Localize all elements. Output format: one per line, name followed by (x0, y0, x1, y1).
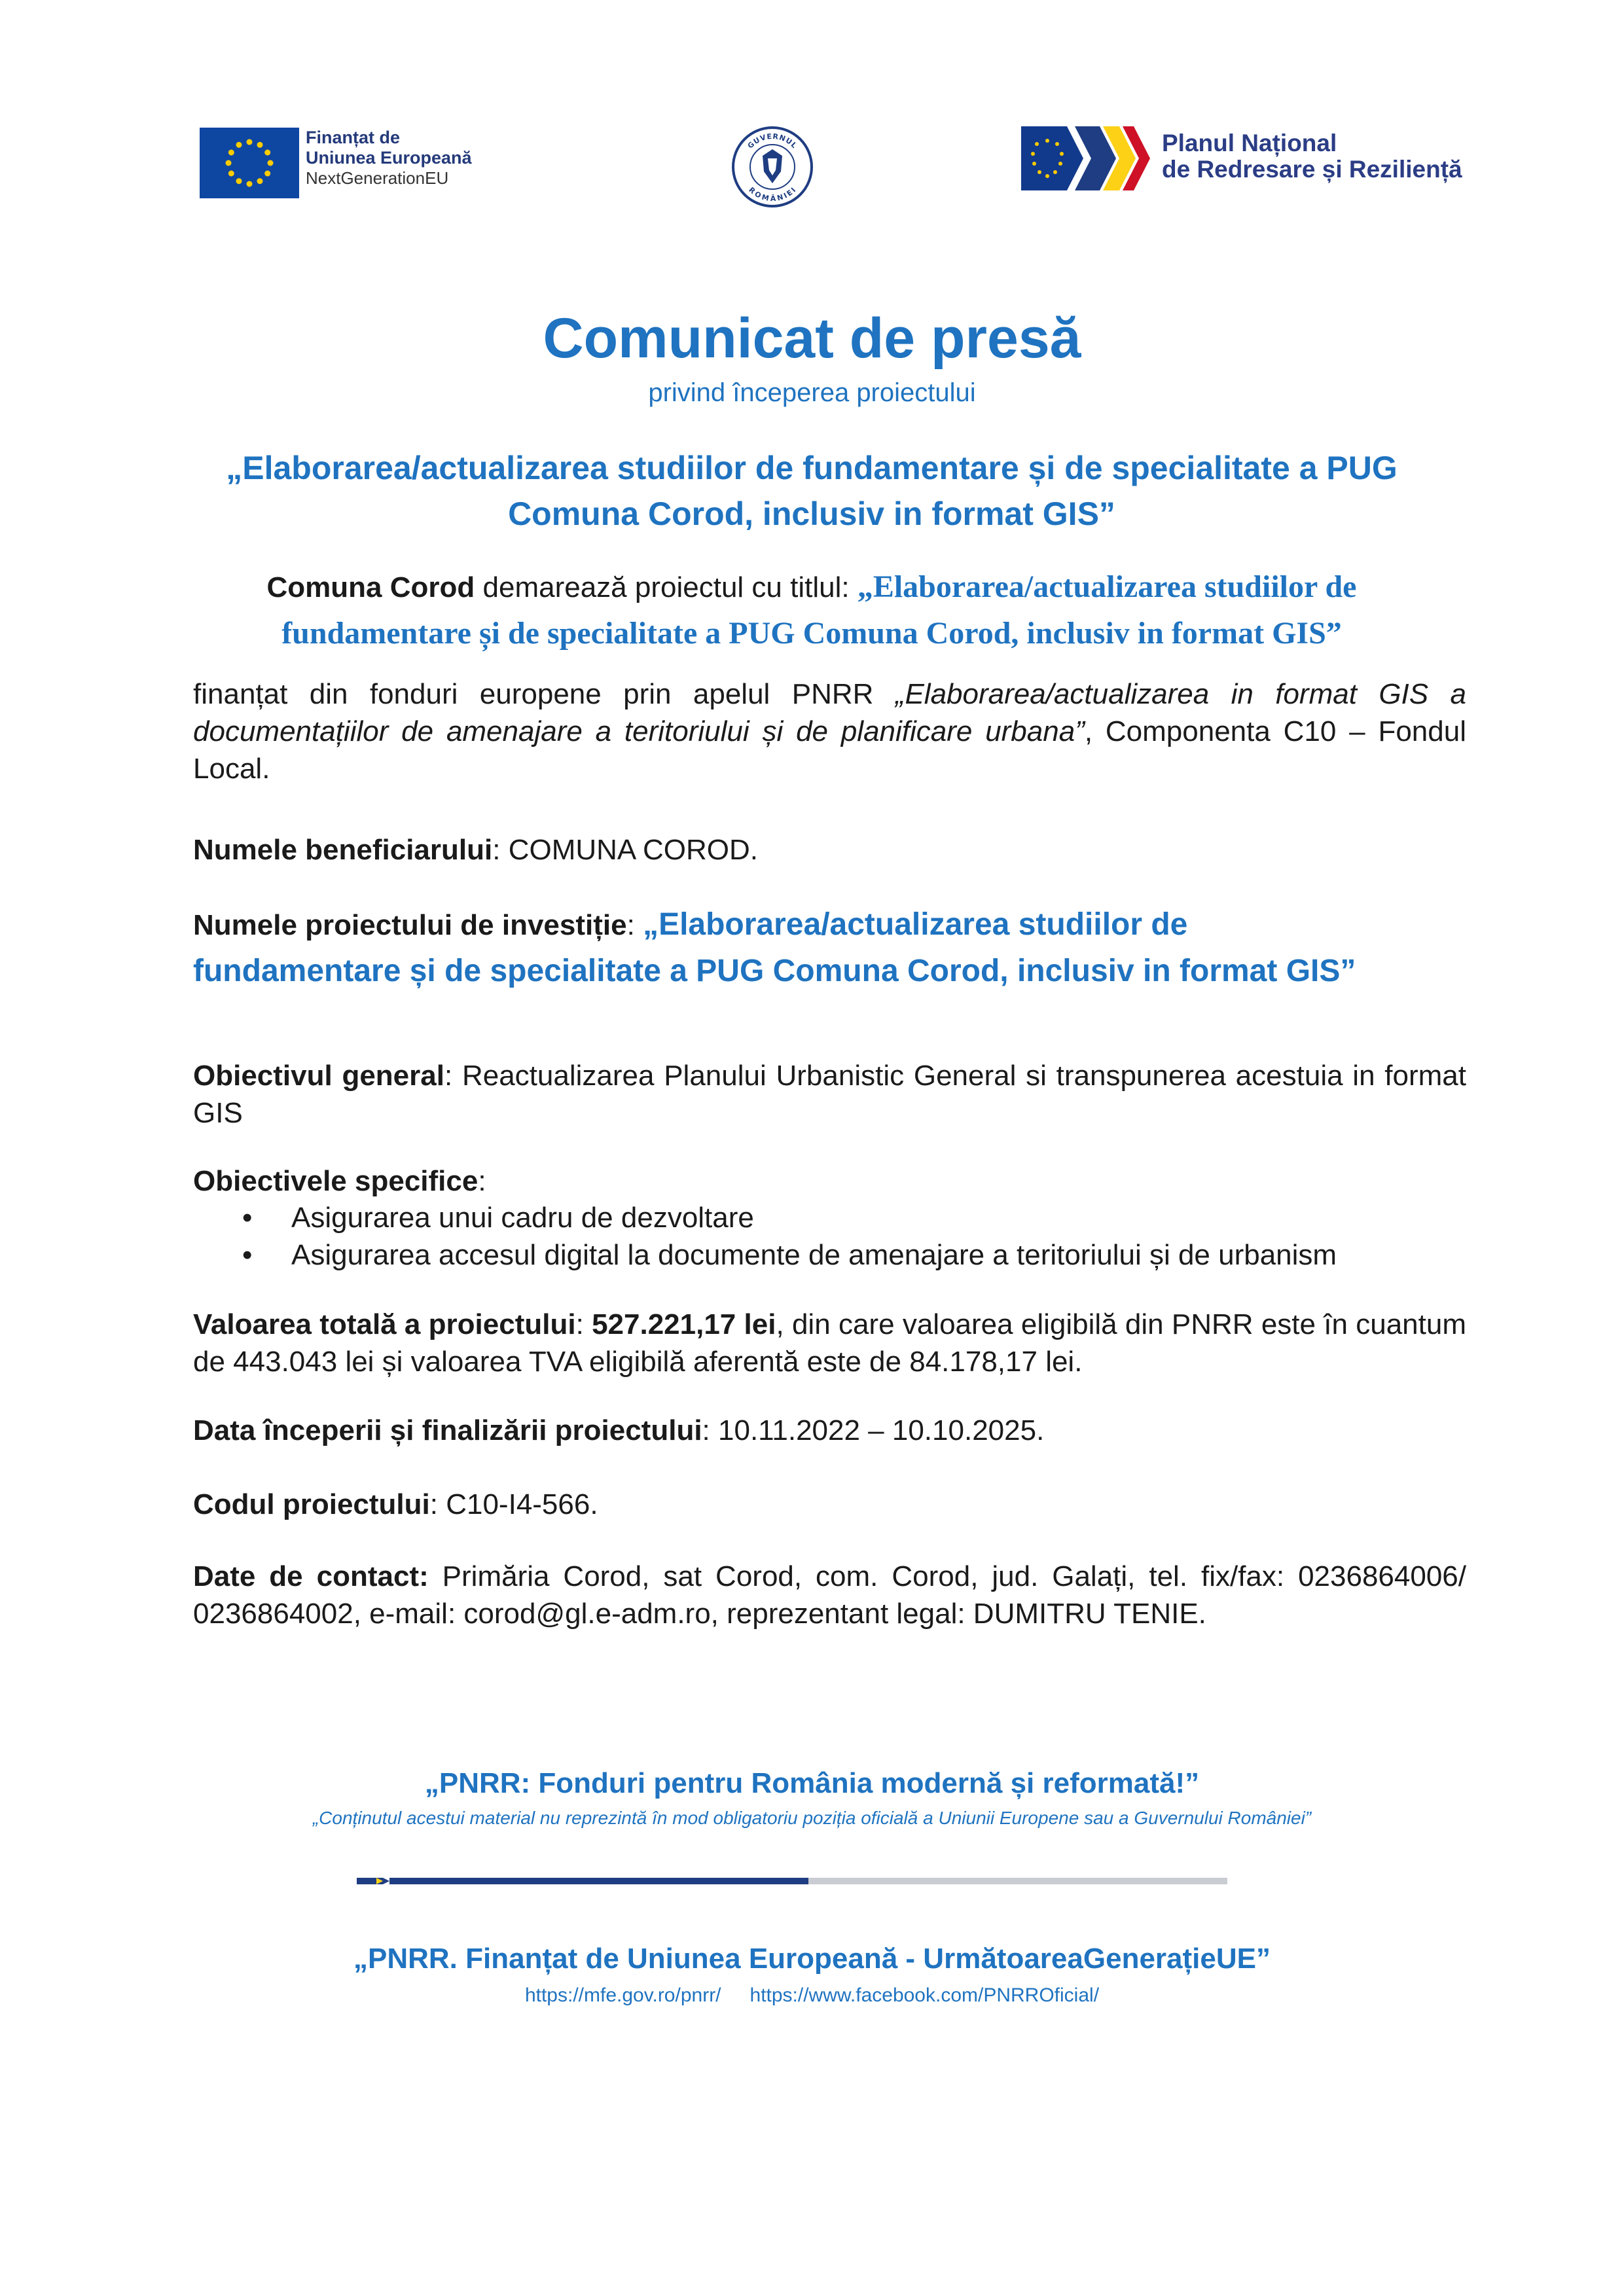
financing-call-name: „Elaborarea/actualizarea in format GIS a documentațiilor de amenajare a teritoriului și de planificare urbana” (193, 678, 1466, 747)
eu-logo-line3: NextGenerationEU (306, 168, 449, 188)
contact-label: Date de contact: (193, 1560, 429, 1592)
investment-value-line2: fundamentare și de specialitate a PUG Comuna Corod, inclusiv in format GIS” (193, 954, 1356, 988)
investment-sep: : (626, 909, 643, 941)
eu-star-icon (228, 171, 234, 177)
eu-star-icon (226, 160, 232, 166)
intro-title-line2: fundamentare și de specialitate a PUG Comuna Corod, inclusiv in format GIS” (281, 616, 1342, 651)
footer-link-mfe[interactable]: https://mfe.gov.ro/pnrr/ (524, 1984, 721, 2006)
eu-star-icon (228, 150, 234, 156)
bullet-icon: • (242, 1202, 253, 1234)
footer-links (0, 1984, 1624, 2007)
value-sep: : (575, 1308, 592, 1340)
beneficiary-label: Numele beneficiarului (193, 834, 493, 866)
eu-logo-line1: Finanțat de (306, 128, 401, 147)
list-item (242, 1236, 1460, 1274)
contact-paragraph (193, 1558, 1466, 1632)
specific-item-1: Asigurarea unui cadru de dezvoltare (291, 1202, 754, 1234)
intro-title-line1: „Elaborarea/actualizarea studiilor de (857, 569, 1357, 604)
eu-funding-logo (200, 128, 514, 201)
page-title: Comunicat de presă (543, 307, 1081, 370)
investment-label: Numele proiectului de investiție (193, 909, 627, 941)
svg-text:GUVERNUL: GUVERNUL (746, 132, 799, 151)
eu-star-icon (264, 171, 270, 177)
specific-sep: : (478, 1165, 486, 1197)
government-of-romania-seal-icon (730, 124, 815, 209)
objective-label: Obiectivul general (193, 1060, 444, 1092)
page-subtitle: privind începerea proiectului (648, 378, 976, 407)
beneficiary-sep: : (492, 834, 509, 866)
eu-star-icon (236, 178, 242, 184)
intro-paragraph (193, 564, 1430, 657)
value-label: Valoarea totală a proiectului (193, 1308, 576, 1340)
beneficiary-paragraph (193, 831, 1466, 869)
investment-value-line1: „Elaborarea/actualizarea studiilor de (643, 907, 1188, 942)
dates-label: Data începerii și finalizării proiectului (193, 1414, 702, 1446)
eu-star-icon (257, 178, 263, 184)
financing-paragraph (193, 675, 1466, 787)
objective-value: Reactualizarea Planului Urbanistic General si transpunerea acestuia in format GIS (193, 1060, 1466, 1129)
project-heading-line1: „Elaborarea/actualizarea studiilor de fundamentare și de specialitate a PUG (226, 450, 1398, 486)
eu-star-icon (264, 150, 270, 156)
footer-link-facebook[interactable]: https://www.facebook.com/PNRROficial/ (749, 1984, 1100, 2006)
footer-divider-bar (357, 1876, 1227, 1886)
footer-slogan: „PNRR: Fonduri pentru România modernă și reformată!” (424, 1767, 1200, 1799)
pnrr-logo (1021, 121, 1479, 200)
code-value: C10-I4-566. (446, 1488, 598, 1520)
eu-star-icon (257, 142, 263, 148)
code-sep: : (429, 1488, 446, 1520)
eu-star-icon (247, 181, 253, 187)
footer-disclaimer: „Conținutul acestui material nu reprezintă în mod obligatoriu poziția oficială a Uniunii Europene sau a Guvernului României” (312, 1808, 1312, 1828)
project-code-paragraph (193, 1486, 1466, 1523)
intro-verb: demarează proiectul cu titlul: (475, 571, 857, 603)
objective-paragraph (193, 1057, 1466, 1132)
project-heading-line2: Comuna Corod, inclusiv in format GIS” (508, 495, 1115, 532)
eu-flag-icon (200, 128, 299, 198)
investment-paragraph (193, 902, 1466, 995)
code-label: Codul proiectului (193, 1488, 430, 1520)
footer-title: „PNRR. Finanțat de Uniunea Europeană - UrmătoareaGenerațieUE” (353, 1943, 1271, 1975)
project-value-paragraph (193, 1306, 1466, 1380)
pnrr-logo-line2: de Redresare și Reziliență (1162, 156, 1462, 183)
specific-objectives-heading (193, 1162, 1466, 1200)
beneficiary-value: COMUNA COROD. (508, 834, 759, 866)
contact-value: Primăria Corod, sat Corod, com. Corod, jud. Galați, tel. fix/fax: 0236864006/ 0236864002, e-mail: corod@gl.e-adm.ro, reprezentant legal: DUMITRU TENIE. (193, 1560, 1466, 1630)
svg-text:ROMÂNIEI: ROMÂNIEI (747, 185, 798, 204)
dates-value: 10.11.2022 – 10.10.2025. (718, 1414, 1045, 1446)
specific-item-2: Asigurarea accesul digital la documente de amenajare a teritoriului și de urbanism (291, 1239, 1337, 1271)
value-rest: , din care valoarea eligibilă din PNRR este în cuantum de 443.043 lei și valoarea TVA eligibilă aferentă este de 84.178,17 lei. (193, 1308, 1466, 1378)
eu-star-icon (247, 139, 253, 145)
dates-sep: : (702, 1414, 718, 1446)
pnrr-logo-line1: Planul Național (1162, 130, 1337, 156)
value-amount: 527.221,17 lei (592, 1308, 776, 1340)
list-item (242, 1199, 1460, 1236)
financing-prefix: finanțat din fonduri europene prin apelul PNRR (193, 678, 895, 710)
eu-logo-line2: Uniunea Europeană (306, 148, 472, 168)
project-dates-paragraph (193, 1412, 1466, 1449)
pnrr-arrows-icon (1021, 121, 1152, 196)
project-heading (157, 445, 1466, 537)
eu-star-icon (268, 160, 274, 166)
objective-sep: : (444, 1060, 462, 1092)
intro-beneficiary: Comuna Corod (266, 571, 475, 603)
financing-suffix: , Componenta C10 – Fondul Local. (193, 715, 1466, 785)
specific-objectives-list (242, 1199, 1460, 1274)
specific-label: Obiectivele specifice (193, 1165, 478, 1197)
bullet-icon: • (242, 1239, 253, 1271)
eu-star-icon (236, 142, 242, 148)
